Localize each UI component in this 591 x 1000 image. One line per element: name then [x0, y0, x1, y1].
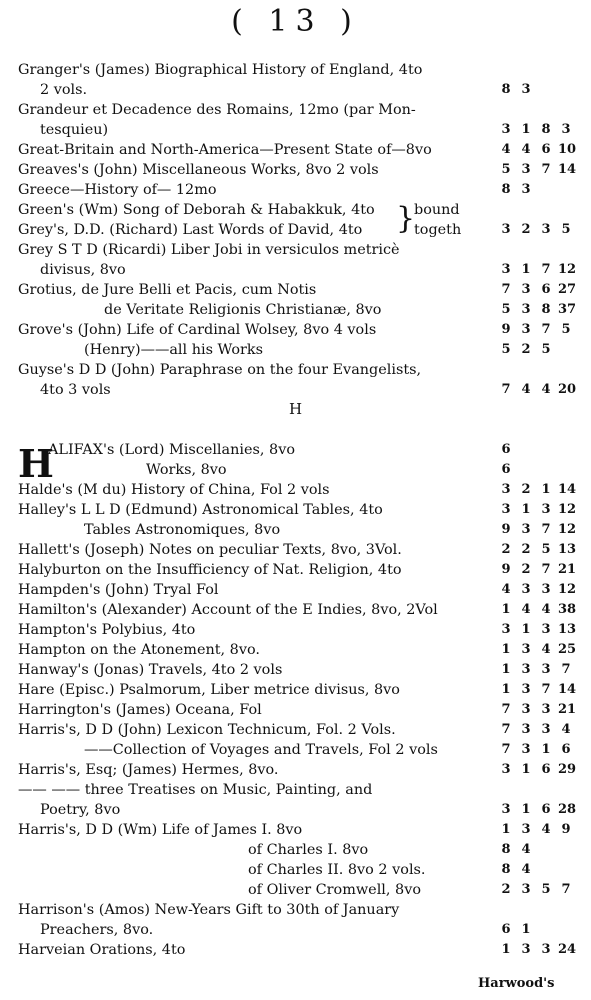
entry-number: 2	[521, 542, 531, 557]
catalogue-entry	[0, 540, 591, 560]
catalogue-entry	[0, 580, 591, 600]
entry-number: 1	[521, 122, 531, 137]
entry-number: 13	[558, 542, 577, 557]
entry-number: 6	[541, 282, 551, 297]
entry-number: 14	[558, 682, 577, 697]
entry-number: 25	[558, 642, 577, 657]
entry-number: 3	[501, 502, 511, 517]
entry-title: of Charles I. 8vo	[248, 842, 369, 858]
entry-number: 8	[501, 862, 511, 877]
entry-title: of Oliver Cromwell, 8vo	[248, 882, 422, 898]
entry-number: 3	[501, 622, 511, 637]
entry-title: 2 vols.	[40, 82, 88, 98]
entry-number: 13	[558, 622, 577, 637]
entry-number: 27	[558, 282, 577, 297]
entry-number: 3	[521, 662, 531, 677]
entry-number: 29	[558, 762, 577, 777]
entry-number: 37	[558, 302, 577, 317]
entry-number: 38	[558, 602, 577, 617]
catchword: Harwood's	[478, 976, 555, 991]
catalogue-entry	[0, 80, 591, 100]
entry-number: 20	[558, 382, 577, 397]
entry-title: (Henry)——all his Works	[84, 342, 264, 358]
entry-number: 12	[558, 582, 577, 597]
entry-number: 4	[521, 602, 531, 617]
entry-number: 3	[521, 722, 531, 737]
entry-number: 4	[521, 382, 531, 397]
entry-title: de Veritate Religionis Christianæ, 8vo	[104, 302, 382, 318]
entry-title: Works, 8vo	[146, 462, 227, 478]
entry-number: 4	[541, 822, 551, 837]
entry-title: of Charles II. 8vo 2 vols.	[248, 862, 426, 878]
entry-number: 3	[541, 582, 551, 597]
entry-number: 8	[501, 82, 511, 97]
entry-number: 3	[501, 262, 511, 277]
entry-number: 3	[561, 122, 571, 137]
entry-number: 3	[521, 522, 531, 537]
entry-number: 3	[541, 942, 551, 957]
catalogue-entry	[0, 300, 591, 320]
catalogue-entry	[0, 240, 591, 260]
entry-title: Hampton's Polybius, 4to	[18, 622, 196, 638]
entry-number: 3	[501, 482, 511, 497]
catalogue-entry	[0, 600, 591, 620]
entry-title: Green's (Wm) Song of Deborah & Habakkuk, 4to	[18, 202, 375, 218]
catalogue-entry	[0, 180, 591, 200]
catalogue-entry	[0, 760, 591, 780]
catalogue-entry	[0, 740, 591, 760]
entry-title: Harris's, D D (John) Lexicon Technicum, Fol. 2 Vols.	[18, 722, 396, 738]
entry-number: 7	[561, 662, 571, 677]
entry-number: 4	[521, 842, 531, 857]
entry-number: 6	[541, 802, 551, 817]
entry-title: Grandeur et Decadence des Romains, 12mo (par Mon-	[18, 102, 416, 118]
entry-number: 3	[521, 942, 531, 957]
entry-title: ——Collection of Voyages and Travels, Fol 2 vols	[84, 742, 438, 758]
catalogue-entry	[0, 440, 591, 460]
catalogue-entry	[0, 620, 591, 640]
entry-title: Grotius, de Jure Belli et Pacis, cum Notis	[18, 282, 317, 298]
entry-number: 1	[501, 602, 511, 617]
entry-title: Hanway's (Jonas) Travels, 4to 2 vols	[18, 662, 283, 678]
entry-number: 5	[501, 162, 511, 177]
entry-number: 3	[521, 742, 531, 757]
entry-number: 1	[521, 802, 531, 817]
entry-title: Hallett's (Joseph) Notes on peculiar Texts, 8vo, 3Vol.	[18, 542, 402, 558]
catalogue-entry	[0, 280, 591, 300]
entry-title: Harveian Orations, 4to	[18, 942, 186, 958]
entry-number: 3	[541, 702, 551, 717]
entry-title: Greaves's (John) Miscellaneous Works, 8vo 2 vols	[18, 162, 379, 178]
entry-number: 3	[541, 622, 551, 637]
page-number: ( 13 )	[231, 4, 360, 39]
entry-number: 9	[501, 562, 511, 577]
catalogue-entry	[0, 460, 591, 480]
entry-number: 2	[501, 542, 511, 557]
entry-number: 6	[541, 762, 551, 777]
entry-number: 4	[521, 862, 531, 877]
entry-number: 1	[501, 682, 511, 697]
entry-number: 2	[521, 342, 531, 357]
entry-number: 7	[541, 162, 551, 177]
entry-number: 5	[501, 302, 511, 317]
entry-number: 7	[501, 282, 511, 297]
entry-title: ALIFAX's (Lord) Miscellanies, 8vo	[48, 442, 295, 458]
brace-mark: }	[396, 201, 416, 236]
entry-title: divisus, 8vo	[40, 262, 126, 278]
catalogue-entry	[0, 780, 591, 800]
entry-number: 7	[541, 682, 551, 697]
section-heading: H	[288, 400, 303, 418]
entry-title: Tables Astronomiques, 8vo	[84, 522, 281, 538]
entry-number: 3	[541, 662, 551, 677]
entry-number: 3	[501, 762, 511, 777]
entry-title: bound	[414, 202, 460, 218]
entry-number: 3	[521, 702, 531, 717]
entry-number: 9	[501, 522, 511, 537]
catalogue-entry	[0, 120, 591, 140]
entry-number: 3	[541, 722, 551, 737]
entry-number: 6	[561, 742, 571, 757]
entry-number: 6	[501, 462, 511, 477]
entry-number: 1	[541, 742, 551, 757]
entry-number: 5	[541, 342, 551, 357]
entry-number: 10	[558, 142, 577, 157]
catalogue-entry	[0, 380, 591, 400]
entry-number: 3	[521, 282, 531, 297]
entry-title: tesquieu)	[40, 122, 109, 138]
entry-number: 1	[541, 482, 551, 497]
catalogue-entry	[0, 700, 591, 720]
catalogue-entry	[0, 660, 591, 680]
entry-number: 24	[558, 942, 577, 957]
catalogue-entry	[0, 340, 591, 360]
entry-number: 3	[501, 222, 511, 237]
entry-number: 3	[521, 162, 531, 177]
entry-title: Hare (Episc.) Psalmorum, Liber metrice divisus, 8vo	[18, 682, 400, 698]
entry-number: 7	[541, 562, 551, 577]
entry-number: 9	[561, 822, 571, 837]
entry-title: Poetry, 8vo	[40, 802, 121, 818]
entry-number: 21	[558, 702, 577, 717]
catalogue-entry	[0, 520, 591, 540]
entry-number: 3	[501, 802, 511, 817]
entry-number: 1	[501, 822, 511, 837]
catalogue-entry	[0, 560, 591, 580]
entry-number: 6	[501, 442, 511, 457]
catalogue-entry	[0, 60, 591, 80]
catalogue-entry	[0, 840, 591, 860]
entry-number: 4	[541, 382, 551, 397]
entry-title: Guyse's D D (John) Paraphrase on the four Evangelists,	[18, 362, 422, 378]
entry-number: 3	[521, 642, 531, 657]
entry-number: 7	[541, 522, 551, 537]
catalogue-entry	[0, 220, 591, 240]
catalogue-entry	[0, 720, 591, 740]
entry-title: Halde's (M du) History of China, Fol 2 vols	[18, 482, 330, 498]
entry-number: 3	[541, 502, 551, 517]
entry-title: Grey's, D.D. (Richard) Last Words of David, 4to	[18, 222, 363, 238]
entry-number: 28	[558, 802, 577, 817]
entry-title: Greece—History of— 12mo	[18, 182, 217, 198]
catalogue-entry	[0, 140, 591, 160]
entry-number: 3	[521, 182, 531, 197]
entry-number: 2	[521, 482, 531, 497]
entry-title: Preachers, 8vo.	[40, 922, 154, 938]
entry-title: Hampden's (John) Tryal Fol	[18, 582, 219, 598]
entry-title: —— —— three Treatises on Music, Painting, and	[18, 782, 373, 798]
entry-number: 1	[521, 922, 531, 937]
catalogue-entry	[0, 320, 591, 340]
catalogue-entry	[0, 900, 591, 920]
entry-title: Harrison's (Amos) New-Years Gift to 30th of January	[18, 902, 400, 918]
catalogue-entry	[0, 260, 591, 280]
entry-number: 12	[558, 522, 577, 537]
catalogue-entry	[0, 680, 591, 700]
entry-number: 7	[501, 742, 511, 757]
entry-title: Grey S T D (Ricardi) Liber Jobi in versiculos metricè	[18, 242, 400, 258]
entry-number: 5	[541, 542, 551, 557]
entry-number: 2	[521, 562, 531, 577]
entry-number: 2	[501, 882, 511, 897]
entry-title: Halyburton on the Insufficiency of Nat. Religion, 4to	[18, 562, 402, 578]
entry-number: 1	[521, 622, 531, 637]
entry-title: Grove's (John) Life of Cardinal Wolsey, 8vo 4 vols	[18, 322, 377, 338]
entry-number: 1	[501, 662, 511, 677]
entry-number: 1	[501, 642, 511, 657]
entry-number: 3	[541, 222, 551, 237]
entry-number: 3	[521, 82, 531, 97]
catalogue-entry	[0, 200, 591, 220]
entry-number: 5	[561, 322, 571, 337]
entry-title: 4to 3 vols	[40, 382, 111, 398]
entry-number: 8	[541, 122, 551, 137]
entry-number: 4	[501, 582, 511, 597]
entry-number: 7	[501, 382, 511, 397]
entry-number: 5	[561, 222, 571, 237]
entry-title: Halley's L L D (Edmund) Astronomical Tables, 4to	[18, 502, 383, 518]
entry-number: 4	[501, 142, 511, 157]
entry-number: 1	[501, 942, 511, 957]
entry-number: 1	[521, 762, 531, 777]
entry-title: Hamilton's (Alexander) Account of the E Indies, 8vo, 2Vol	[18, 602, 438, 618]
catalogue-entry	[0, 800, 591, 820]
entry-number: 3	[521, 682, 531, 697]
entry-number: 12	[558, 262, 577, 277]
entry-number: 7	[541, 262, 551, 277]
entry-number: 3	[521, 582, 531, 597]
entry-number: 8	[501, 182, 511, 197]
entry-number: 3	[521, 322, 531, 337]
entry-number: 14	[558, 482, 577, 497]
catalogue-entry	[0, 480, 591, 500]
entry-title: Hampton on the Atonement, 8vo.	[18, 642, 260, 658]
catalogue-entry	[0, 100, 591, 120]
catalogue-entry	[0, 500, 591, 520]
entry-number: 6	[541, 142, 551, 157]
entry-number: 1	[521, 262, 531, 277]
drop-cap: H	[18, 441, 54, 486]
entry-number: 5	[501, 342, 511, 357]
entry-number: 9	[501, 322, 511, 337]
catalogue-entry	[0, 160, 591, 180]
catalogue-entry	[0, 920, 591, 940]
catalogue-entry	[0, 640, 591, 660]
entry-title: Harris's, D D (Wm) Life of James I. 8vo	[18, 822, 303, 838]
entry-number: 7	[541, 322, 551, 337]
entry-number: 7	[501, 702, 511, 717]
entry-title: Great-Britain and North-America—Present State of—8vo	[18, 142, 432, 158]
entry-title: Granger's (James) Biographical History of England, 4to	[18, 62, 423, 78]
entry-title: Harrington's (James) Oceana, Fol	[18, 702, 262, 718]
entry-number: 3	[521, 882, 531, 897]
entry-number: 3	[521, 302, 531, 317]
entry-number: 8	[541, 302, 551, 317]
catalogue-entry	[0, 820, 591, 840]
entry-number: 5	[541, 882, 551, 897]
entry-number: 7	[501, 722, 511, 737]
catalogue-entry	[0, 360, 591, 380]
entry-number: 2	[521, 222, 531, 237]
entry-number: 3	[521, 822, 531, 837]
entry-number: 12	[558, 502, 577, 517]
entry-number: 4	[561, 722, 571, 737]
entry-number: 3	[501, 122, 511, 137]
entry-number: 21	[558, 562, 577, 577]
entry-number: 4	[521, 142, 531, 157]
catalogue-entry	[0, 860, 591, 880]
entry-title: togeth	[414, 222, 462, 238]
catalogue-entry	[0, 940, 591, 960]
catalogue-entry	[0, 880, 591, 900]
entry-number: 4	[541, 602, 551, 617]
entry-number: 7	[561, 882, 571, 897]
entry-number: 4	[541, 642, 551, 657]
entry-title: Harris's, Esq; (James) Hermes, 8vo.	[18, 762, 279, 778]
entry-number: 8	[501, 842, 511, 857]
entry-number: 14	[558, 162, 577, 177]
entry-number: 1	[521, 502, 531, 517]
entry-number: 6	[501, 922, 511, 937]
